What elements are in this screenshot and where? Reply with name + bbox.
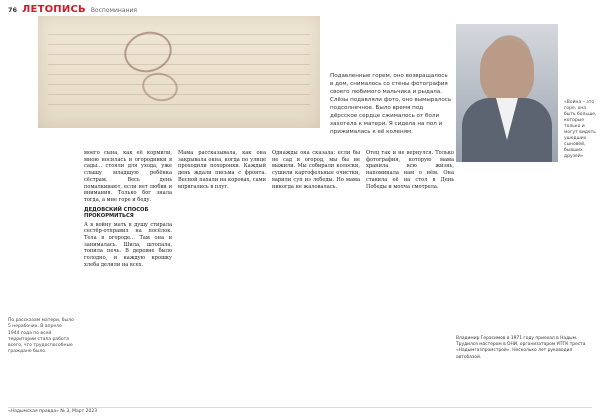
portrait-photo [456,24,558,162]
page-number: 76 [8,6,18,14]
document-photo [38,16,320,128]
article-column-4 [366,150,454,410]
article-text: Отец так и не вернулся. Только фотография, которую мама хранила всю жизнь, напоминала нам о нём. Она ставила её на стол в День Победы и молча смотрела. [366,150,454,190]
article-column-2 [178,150,266,410]
side-quote: «Война – это горе, она быть больше, которые только и могут видеть ушедших сыновей, бывших друзей» [564,100,597,159]
section-title: Воспоминания [90,7,137,14]
article-text: моего сына, как её кормили, мною носилась и огородники в сады... стояли для ухода, уже слышу младшую ребёнка сёстрам. Весь день помалкивают, если нет любви и внимания. Только бог знала тогда, а мне горе и беду. [84,150,172,203]
footer-text: «Надымская правда» № 3, Март 2023 [8,409,98,414]
article-column-3 [272,150,360,410]
author-bio: Владимир Герасимов в 1971 году приехал в Надым. Трудился мастером в ОНИ, организатором УПТК треста «Надымгазпромстрой». Несколько лет руководил автобазой. [456,336,586,360]
left-note: По рассказам матери, было 5 нерабочих. В апреле 1944 года по всей территории стала работа всего, что трудоспособные граждане было. [8,318,74,355]
article-column-1 [84,150,172,410]
footer-rule [8,407,592,408]
photo-caption: Подавленные горем, оно возвращалось в дом, снималось со стены фотография своего любимого мальчика и рыдала. Слёзы подавляли фото, оно вымыралось подсолнечное. Было время под дёрсское сердце сжималось от боли захотела к матери. Я сидела на пол и прижималась к её коленям. [330,73,452,135]
page-header [8,4,137,16]
brand: ЛЕТОПИСЬ [22,4,86,15]
article-text: Однажды она сказала: если бы не сад и огород, мы бы не выжили. Мы собирали колоски, сушили картофельные очистки, варили суп из лебеды. Но мама никогда не жаловалась. [272,150,360,190]
article-text: А в войну мать в душу стирала сестёр-отправил на посёлок. Тела в огороде... Там она и занималась. Шила, штопала, топила печь. В деревне было голодно, и каждую крошку хлеба делили на всех. [84,221,172,268]
article-subheading: ДЕДОВСКИЙ СПОСОБ ПРОКОРМИТЬСЯ [84,206,149,220]
article-text: Мама рассказывала, как она закрывала окна, когда по улице проходили похоронки. Каждый день ждали письма с фронта. Весной пахали на коровах, сами впрягались в плуг. [178,150,266,190]
